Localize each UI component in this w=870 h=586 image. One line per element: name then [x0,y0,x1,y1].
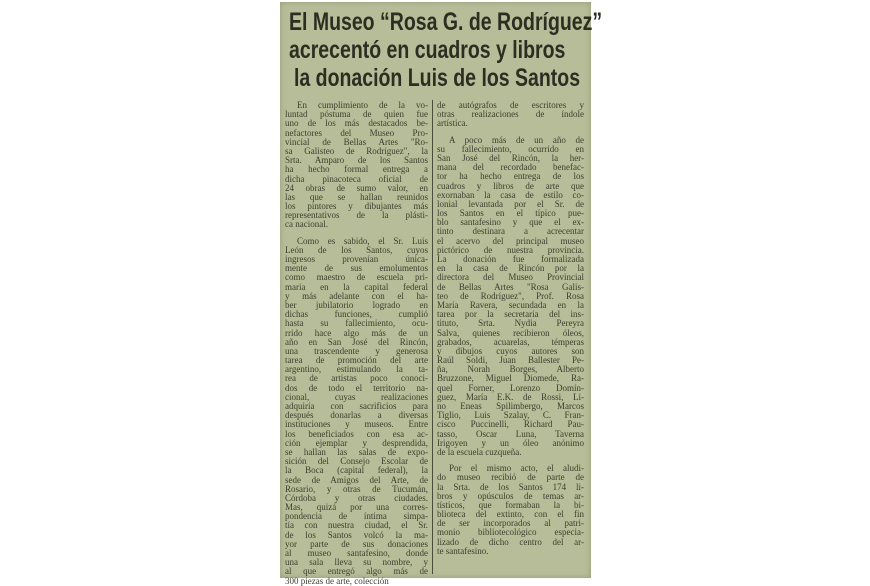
text-line: los beneficiados con esa ac- [285,429,428,439]
text-line: al museo santafesino, donde [285,549,428,558]
text-line: la Srta. de los Santos 174 li- [437,482,584,492]
text-line: tituto, Srta. Nydia Pereyra [437,319,584,329]
text-line: blioteca del extinto, con el fin [437,510,584,520]
text-line: ingresos provenían única- [285,255,428,264]
text-line: San José del Rincón, la her- [437,153,584,163]
text-line: las que se hallan reunidos [285,192,428,202]
text-line: lonial levantada por el Sr. de [437,199,584,209]
article-paragraph [285,101,428,230]
text-line: ha hecho formal entrega a [285,165,428,175]
text-line: Salva, quienes recibieron óleos, [437,328,584,338]
text-line: lizado de dicho centro del ar- [437,537,584,547]
text-line: artística. [437,119,468,129]
text-line: hasta su fallecimiento, ocu- [285,319,428,329]
text-line: tarea de promoción del arte [285,356,428,366]
text-line: luntad póstuma de quien fue [285,110,428,120]
text-line: pictórico de nuestra provincia. [437,245,584,255]
text-line: y más adelante con el ha- [285,291,428,301]
text-line: uno de los más destacados be- [285,119,428,129]
text-line: 24 obras de sumo valor, en [285,183,428,193]
text-line: tarea por la secretaria del ins- [437,310,584,320]
text-line: dichas funciones, cumplió [285,310,428,320]
text-line: una trascendente y generosa [285,346,428,356]
text-line: tía con nuestra ciudad, el Sr. [285,521,428,531]
text-line: los Santos en el típico pue- [437,209,584,219]
text-line: 300 piezas de arte, colección [285,576,389,586]
text-line: Srta. Amparo de los Santos [285,156,428,166]
text-line: directora del Museo Provincial [437,273,584,283]
article-column-1 [285,101,428,586]
text-line: Rosario, y otras de Tucumán, [285,484,428,494]
text-line: cisco Puccinelli, Richard Pau- [437,420,584,430]
text-line: maria en la capital federal [285,282,428,292]
text-line: Por el mismo acto, el aludi- [449,464,584,474]
text-line: dos de todo el territorio na- [285,383,428,393]
text-line: cional, cuyas realizaciones [285,392,428,402]
text-line: de la escuela cuzqueña. [437,447,522,457]
text-line: te santafesino. [437,546,489,556]
text-line: cuadros y libros de arte que [437,181,584,191]
text-line: grabados, acuarelas, témperas [437,337,584,347]
text-line: otras realizaciones de índole [437,110,584,120]
text-line: en la casa de Rincón por la [437,264,584,274]
text-line: exornaban la casa de estilo co- [437,190,584,200]
column-divider [432,100,433,574]
text-line: A poco más de un año de [449,135,584,145]
text-line: nefactores del Museo Pro- [285,128,428,138]
text-line: tísticos, que formaban la bi- [437,500,584,510]
text-line: su fallecimiento, ocurrido en [437,144,584,154]
text-line: bros y opúsculos de temas ar- [437,491,584,501]
text-line: ber jubilatorio logrado en [285,300,428,310]
text-line: Bruzzone, Miguel Diomede, Ra- [437,374,584,384]
text-line: no Eneas Spilimbergo, Marcos [437,402,584,411]
text-line: monio bibliotecológico especia- [437,528,584,538]
text-line: teo de Rodríguez", Prof. Rosa [437,291,584,301]
text-line: rea de artistas poco conoci- [285,374,428,384]
text-line: de autógrafos de escritores y [437,101,584,110]
newspaper-clipping [280,2,603,586]
text-line: adquiría con sacrificios para [285,402,428,411]
article-paragraph [285,237,428,586]
text-line: María Ravera, secundada en la [437,300,584,310]
text-line: do museo recibió de parte de [437,473,584,483]
headline-line: la donación Luis de los Santos [294,64,581,92]
text-line: los pintores y dibujantes más [285,202,428,212]
text-line: rrido hace algo más de un [285,328,428,338]
text-line: blo santafesino y que el ex- [437,218,584,228]
text-line: quel Forner, Lorenzo Domín- [437,383,584,393]
text-line: de Bellas Artes "Rosa Galis- [437,282,584,292]
text-line: Irigoyen y un óleo anónimo [437,438,584,448]
text-line: tinto destinara a acrecentar [437,227,584,237]
text-line: sede de Amigos del Arte, de [285,475,428,485]
text-line: vincial de Bellas Artes "Ro- [285,137,428,147]
text-line: En cumplimiento de la vo- [297,101,428,110]
text-line: yor parte de sus donaciones [285,539,428,549]
text-line: el acervo del principal museo [437,236,584,246]
article-column-2 [437,101,584,556]
text-line: argentino, estimulando la ta- [285,365,428,375]
text-line: una sala lleva su nombre, y [285,558,428,568]
text-line: instituciones y museos. Entre [285,420,428,430]
text-line: dicha pinacoteca oficial de [285,174,428,184]
text-line: guez, María E.K. de Rossi, Li- [437,392,584,402]
text-line: mente de sus emolumentos [285,264,428,274]
text-line: después donarlas a diversas [285,411,428,421]
article-paragraph [437,101,584,129]
text-line: sa Galisteo de Rodríguez", la [285,146,428,156]
headline [280,8,603,92]
text-line: Como es sabido, el Sr. Luis [297,236,428,246]
article-paragraph [437,464,584,556]
text-line: Raúl Soldi, Juan Ballester Pe- [437,356,584,366]
text-line: La donación fue formalizada [437,255,584,264]
article-paragraph [437,136,584,458]
text-line: y dibujos cuyos autores son [437,346,584,356]
text-line: tasso, Oscar Luna, Taverna [437,429,584,439]
text-line: de los Santos volcó la ma- [285,530,428,540]
headline-line: El Museo “Rosa G. de Rodríguez” [289,8,603,36]
text-line: pondencia de íntima simpa- [285,512,428,522]
text-line: la Boca (capital federal), la [285,466,428,476]
text-line: Tiglio, Luis Szalay, C. Fran- [437,411,584,421]
text-line: tor ha hecho entrega de los [437,172,584,182]
text-line: Mas, quizá por una corres- [285,503,428,513]
text-line: se hallan las salas de expo- [285,447,428,457]
text-line: sición del Consejo Escolar de [285,457,428,467]
text-line: Córdoba y otras ciudades. [285,493,428,503]
text-line: año en San José del Rincón, [285,337,428,347]
text-line: mana del recordado benefac- [437,163,584,173]
text-line: ña, Norah Borges, Alberto [437,365,584,375]
text-line: como maestro de escuela pri- [285,273,428,283]
text-line: representativos de la plásti- [285,211,428,221]
headline-line: acrecentó en cuadros y libros [289,36,566,64]
text-line: de ser incorporados al patri- [437,519,584,529]
text-line: ca nacional. [285,220,328,230]
text-line: León de los Santos, cuyos [285,245,428,255]
text-line: ción ejemplar y desprendida, [285,438,428,448]
text-line: al que entregó algo más de [285,567,428,577]
